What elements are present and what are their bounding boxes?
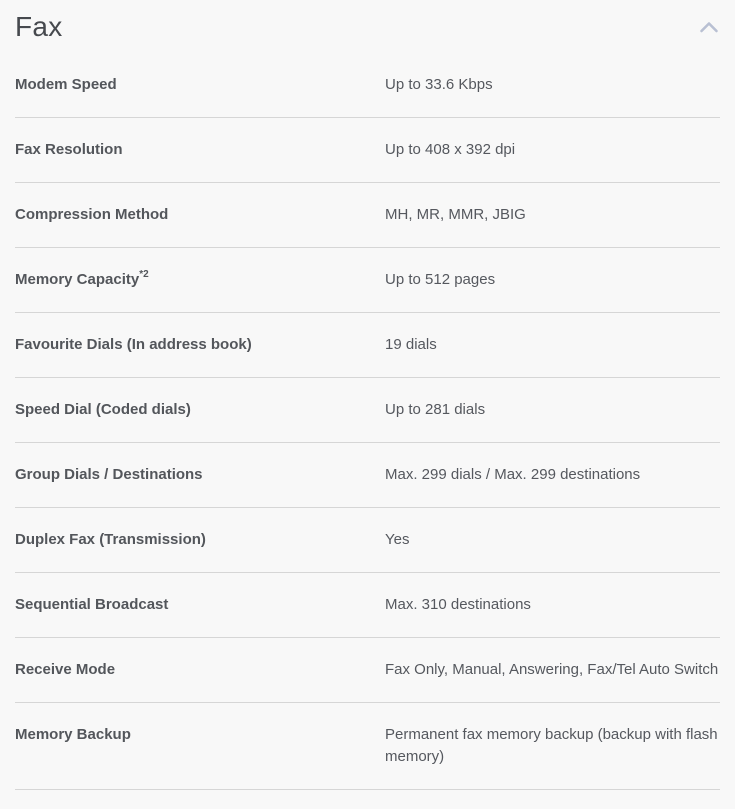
spec-row-sequential-broadcast bbox=[15, 573, 720, 638]
spec-value: Max. 299 dials / Max. 299 destinations bbox=[385, 466, 641, 483]
spec-row-compression-method bbox=[15, 183, 720, 248]
spec-row-group-dials bbox=[15, 443, 720, 508]
spec-label: Receive Mode bbox=[15, 661, 116, 678]
spec-label: Duplex Fax (Transmission) bbox=[15, 531, 206, 548]
spec-label: Compression Method bbox=[15, 206, 169, 223]
spec-value: 19 dials bbox=[385, 336, 437, 353]
spec-label: Memory Backup bbox=[15, 726, 131, 743]
spec-value: Up to 33.6 Kbps bbox=[385, 76, 493, 93]
section-header-fax[interactable] bbox=[15, 0, 720, 53]
spec-value: Yes bbox=[385, 531, 410, 548]
spec-row-fax-resolution bbox=[15, 118, 720, 183]
spec-value: Fax Only, Manual, Answering, Fax/Tel Auto Switch bbox=[385, 661, 719, 678]
spec-row-favourite-dials bbox=[15, 313, 720, 378]
spec-row-modem-speed bbox=[15, 53, 720, 118]
spec-label: Group Dials / Destinations bbox=[15, 466, 203, 483]
section-title: Fax bbox=[15, 10, 63, 42]
spec-label: Sequential Broadcast bbox=[15, 596, 169, 613]
chevron-up-icon[interactable] bbox=[698, 19, 720, 35]
spec-row-memory-capacity bbox=[15, 248, 720, 313]
spec-row-receive-mode bbox=[15, 638, 720, 703]
spec-value: Up to 408 x 392 dpi bbox=[385, 141, 516, 158]
spec-value: Max. 310 destinations bbox=[385, 596, 531, 613]
spec-label: Speed Dial (Coded dials) bbox=[15, 401, 191, 418]
spec-value: MH, MR, MMR, JBIG bbox=[385, 206, 526, 223]
spec-value: Up to 512 pages bbox=[385, 271, 496, 288]
spec-row-duplex-fax bbox=[15, 508, 720, 573]
spec-label: Modem Speed bbox=[15, 76, 117, 93]
spec-label: Fax Resolution bbox=[15, 141, 123, 158]
footnote-marker: *2 bbox=[139, 269, 149, 280]
spec-value: Up to 281 dials bbox=[385, 401, 486, 418]
spec-row-speed-dial bbox=[15, 378, 720, 443]
spec-label: Favourite Dials (In address book) bbox=[15, 336, 252, 353]
spec-value: Permanent fax memory backup (backup with flash memory) bbox=[385, 726, 718, 765]
spec-label: Memory Capacity$^{*2}$ bbox=[15, 269, 149, 288]
spec-row-memory-backup bbox=[15, 703, 720, 790]
